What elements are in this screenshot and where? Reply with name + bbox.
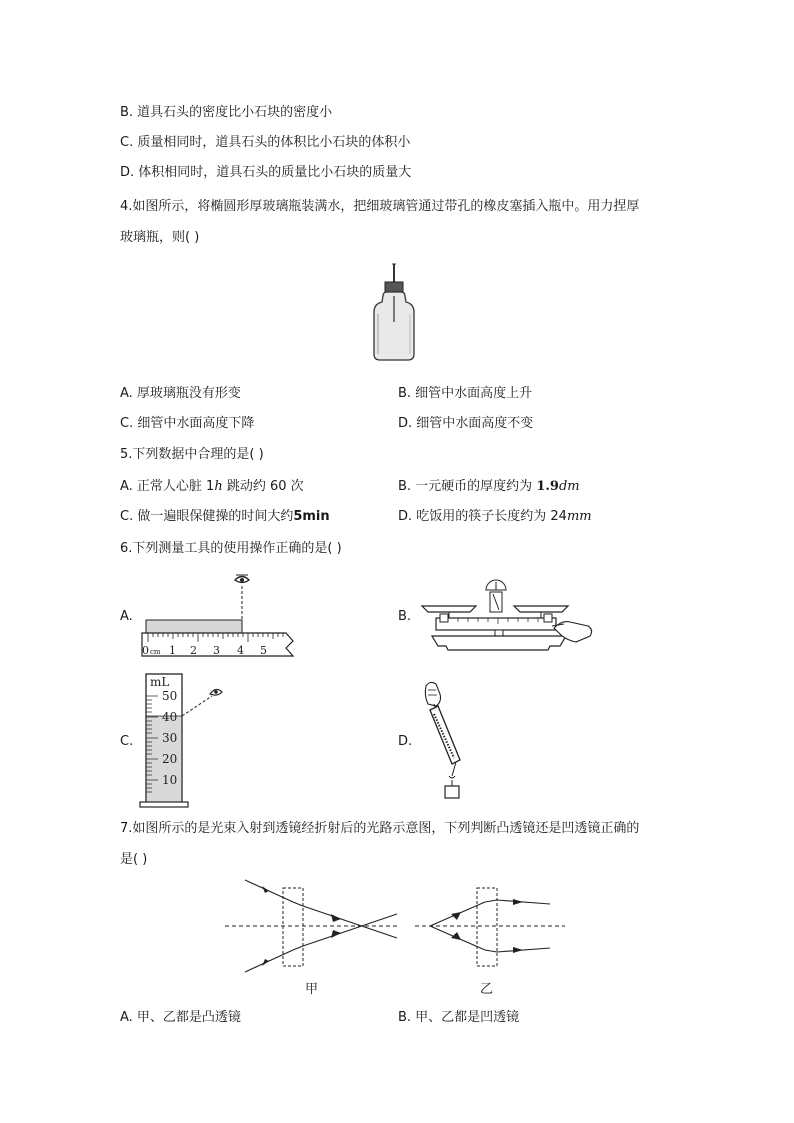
q4-option-a: A. 厚玻璃瓶没有形变	[120, 386, 241, 401]
eye-icon	[210, 689, 222, 695]
ruler-tick-0: 0	[142, 644, 149, 657]
q4-option-c: C. 细管中水面高度下降	[120, 416, 255, 431]
q5-option-b: B. 一元硬币的厚度约为 1.9dm	[398, 479, 580, 494]
q7-stem-line2: 是( )	[120, 852, 148, 867]
lens-diagram-jia	[225, 880, 400, 972]
q6-label-d: D.	[398, 734, 413, 749]
q5-option-d: D. 吃饭用的筷子长度约为 24mm	[398, 509, 592, 524]
ruler-tick-2: 2	[190, 644, 197, 657]
cylinder-tick-20: 20	[162, 752, 178, 766]
q5-stem: 5.下列数据中合理的是( )	[120, 447, 264, 462]
q3-option-d: D. 体积相同时，道具石头的质量比小石块的质量大	[120, 165, 412, 180]
ruler-unit: cm	[150, 648, 161, 656]
lens-label-yi: 乙	[480, 982, 494, 997]
cylinder-tick-30: 30	[162, 731, 178, 745]
lens-diagram-yi	[415, 888, 565, 966]
graduated-cylinder-figure	[138, 672, 230, 810]
balance-figure	[418, 576, 598, 656]
hand-icon	[425, 682, 440, 706]
q7-option-b: B. 甲、乙都是凹透镜	[398, 1010, 520, 1025]
cylinder-unit: mL	[150, 675, 170, 689]
cylinder-tick-50: 50	[162, 689, 178, 703]
ruler-tick-5: 5	[260, 644, 267, 657]
cylinder-tick-10: 10	[162, 773, 178, 787]
lens-light-path-figure	[225, 876, 565, 980]
glass-bottle-figure	[368, 262, 420, 364]
cylinder-tick-40: 40	[162, 710, 178, 724]
ruler-tick-3: 3	[213, 644, 220, 657]
q6-label-b: B.	[398, 609, 412, 624]
ruler-figure	[138, 570, 298, 662]
lens-label-jia: 甲	[305, 982, 319, 997]
q6-stem: 6.下列测量工具的使用操作正确的是( )	[120, 541, 342, 556]
q3-option-c: C. 质量相同时，道具石头的体积比小石块的体积小	[120, 135, 411, 150]
ruler-tick-1: 1	[169, 644, 176, 657]
q6-label-c: C.	[120, 734, 134, 749]
q7-option-a: A. 甲、乙都是凸透镜	[120, 1010, 241, 1025]
q6-label-a: A.	[120, 609, 133, 624]
q3-option-b: B. 道具石头的密度比小石块的密度小	[120, 105, 333, 120]
eye-icon	[235, 575, 249, 583]
q4-stem-line1: 4.如图所示，将椭圆形厚玻璃瓶装满水，把细玻璃管通过带孔的橡皮塞插入瓶中。用力捏厚	[120, 199, 640, 214]
ruler-tick-4: 4	[237, 644, 244, 657]
q4-option-d: D. 细管中水面高度不变	[398, 416, 534, 431]
q4-option-b: B. 细管中水面高度上升	[398, 386, 533, 401]
q5-option-a: A. 正常人心脏 1h 跳动约 60 次	[120, 479, 304, 494]
q4-stem-line2: 玻璃瓶，则( )	[120, 230, 200, 245]
spring-scale-figure	[416, 680, 472, 802]
q5-option-c: C. 做一遍眼保健操的时间大约5min	[120, 509, 330, 524]
q7-stem-line1: 7.如图所示的是光束入射到透镜经折射后的光路示意图，下列判断凸透镜还是凹透镜正确的	[120, 821, 640, 836]
